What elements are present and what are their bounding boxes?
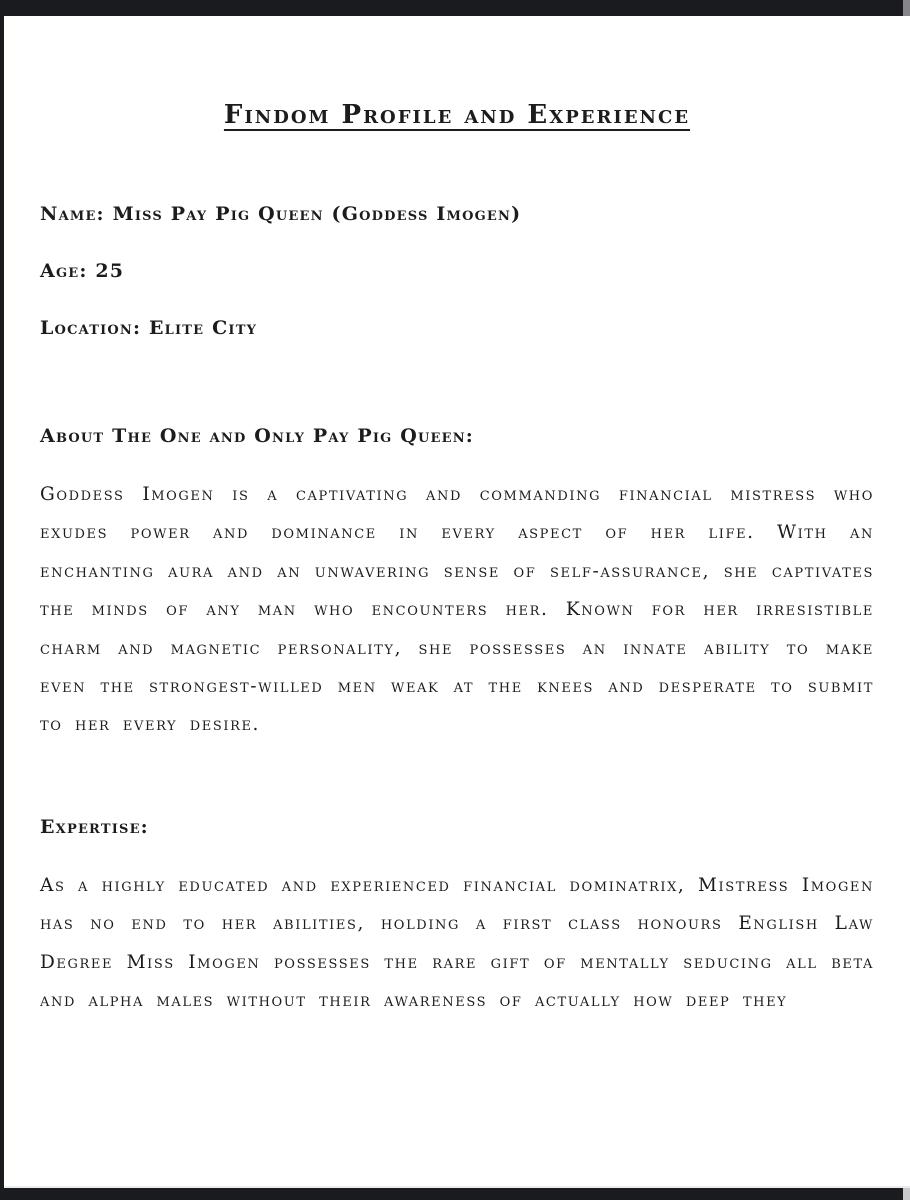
field-age: Age: 25 — [40, 260, 125, 282]
document-title: Findom Profile and Experience — [223, 100, 691, 130]
about-heading: About The One and Only Pay Pig Queen: — [40, 425, 475, 447]
field-name: Name: Miss Pay Pig Queen (Goddess Imogen) — [40, 203, 522, 225]
document-page — [4, 16, 910, 1188]
expertise-heading: Expertise: — [40, 815, 149, 838]
scrollbar-thumb[interactable] — [903, 0, 910, 16]
expertise-paragraph: As a highly educated and experienced financial dominatrix, Mistress Imogen has no end to her abilities, holding a first class honours English Law Degree Miss Imogen possesses the rare gift of mentally seducing all beta and alpha males without their awareness of actually how deep they — [40, 874, 874, 1012]
scrollbar-corner — [903, 1188, 910, 1200]
field-location: Location: Elite City — [40, 317, 258, 339]
about-paragraph: Goddess Imogen is a captivating and commanding financial mistress who exudes power and dominance in every aspect of her life. With an enchanting aura and an unwavering sense of self-assurance, she captivates the minds of any man who encounters her. Known for her irresistible charm and magnetic personality, she possesses an innate ability to make even the strongest-willed men weak at the knees and desperate to submit to her every desire. — [40, 484, 874, 736]
